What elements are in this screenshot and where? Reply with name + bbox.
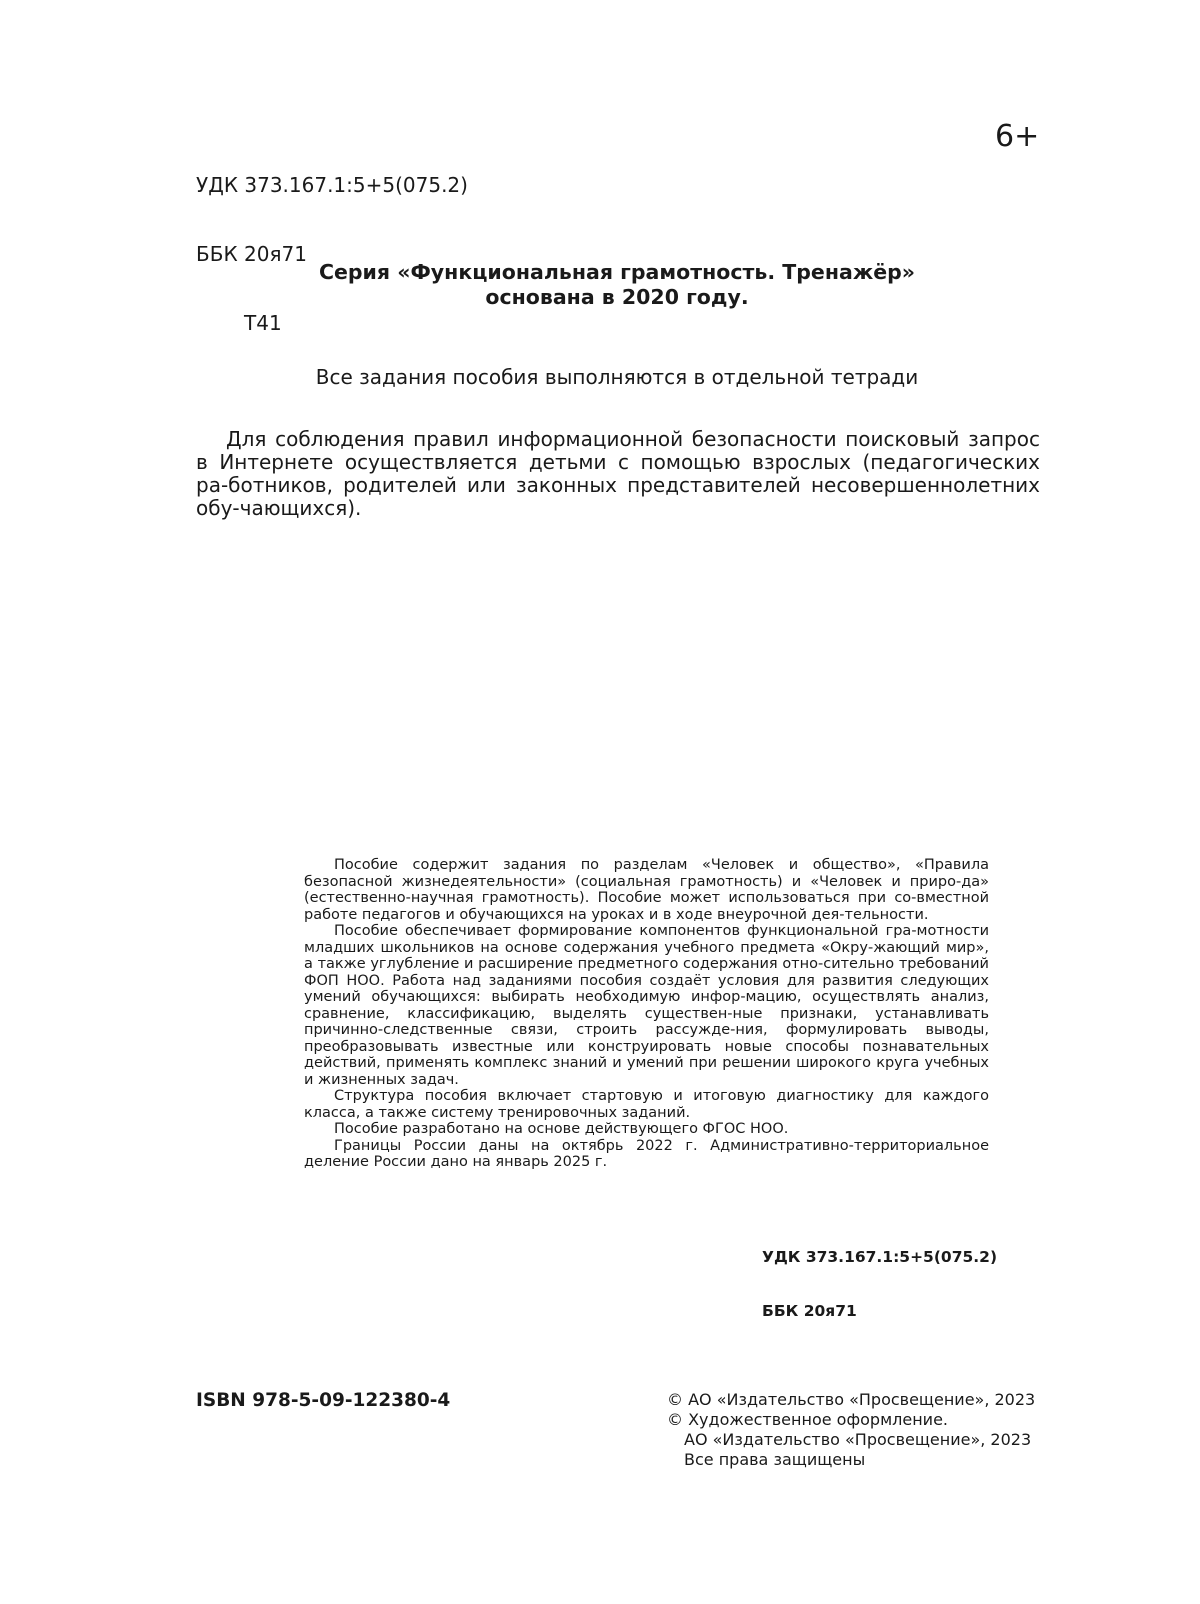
udk-code-bottom: УДК 373.167.1:5+5(075.2)	[762, 1248, 998, 1266]
series-title	[196, 260, 1038, 310]
series-title-line-2: основана в 2020 году.	[485, 285, 749, 309]
workbook-note: Все задания пособия выполняются в отдельной тетради	[315, 365, 919, 389]
internet-safety-note: Для соблюдения правил информационной безопасности поисковый запрос в Интернете осуществляется детьми с помощью взрослых (педагогических ра-ботников, родителей или законных представителей несовершеннолетних обу-чающихся).	[196, 427, 1040, 520]
isbn: ISBN 978-5-09-122380-4	[196, 1390, 451, 1411]
bbk-code: ББК 20я71	[196, 242, 307, 266]
copyright-line: © Художественное оформление.	[667, 1410, 948, 1429]
author-mark: Т41	[244, 311, 282, 335]
annotation	[304, 857, 989, 1171]
bbk-code-bottom: ББК 20я71	[762, 1302, 857, 1320]
age-rating: 6+	[995, 119, 1040, 154]
copyright-line: © АО «Издательство «Просвещение», 2023	[667, 1390, 1036, 1409]
annotation-paragraph: Структура пособия включает стартовую и итоговую диагностику для каждого класса, а также систему тренировочных заданий.	[304, 1088, 989, 1121]
annotation-paragraph: Пособие разработано на основе действующего ФГОС НОО.	[334, 1121, 789, 1137]
copyright-line: Все права защищены	[684, 1450, 866, 1469]
annotation-paragraph: Границы России даны на октябрь 2022 г. Административно-территориальное деление России дано на январь 2025 г.	[304, 1137, 989, 1170]
classification-codes-bottom	[762, 1212, 997, 1338]
copyright-line: АО «Издательство «Просвещение», 2023	[684, 1430, 1032, 1449]
annotation-paragraph: Пособие содержит задания по разделам «Человек и общество», «Правила безопасной жизнедеятельности» (социальная грамотность) и «Человек и приро-да» (естественно-научная грамотность). Пособие может использоваться при со-вместной работе педагогов и обучающихся на уроках и в ходе внеурочной дея-тельности.	[304, 857, 989, 923]
series-title-line-1: Серия «Функциональная грамотность. Тренажёр»	[318, 260, 916, 284]
copyright-block	[667, 1390, 1035, 1470]
annotation-paragraph: Пособие обеспечивает формирование компонентов функциональной гра-мотности младших школьников на основе содержания учебного предмета «Окру-жающий мир», а также углубление и расширение предметного содержания отно-сительно требований ФОП НОО. Работа над заданиями пособия создаёт условия для развития следующих умений обучающихся: выбирать необходимую инфор-мацию, осуществлять анализ, сравнение, классификацию, выделять существен-ные признаки, устанавливать причинно-следственные связи, строить рассужде-ния, формулировать выводы, преобразовывать известные или конструировать новые способы познавательных действий, применять комплекс знаний и умений при решении широкого круга учебных и жизненных задач.	[304, 923, 989, 1088]
udk-code: УДК 373.167.1:5+5(075.2)	[196, 173, 468, 197]
classification-codes-top	[196, 128, 468, 358]
